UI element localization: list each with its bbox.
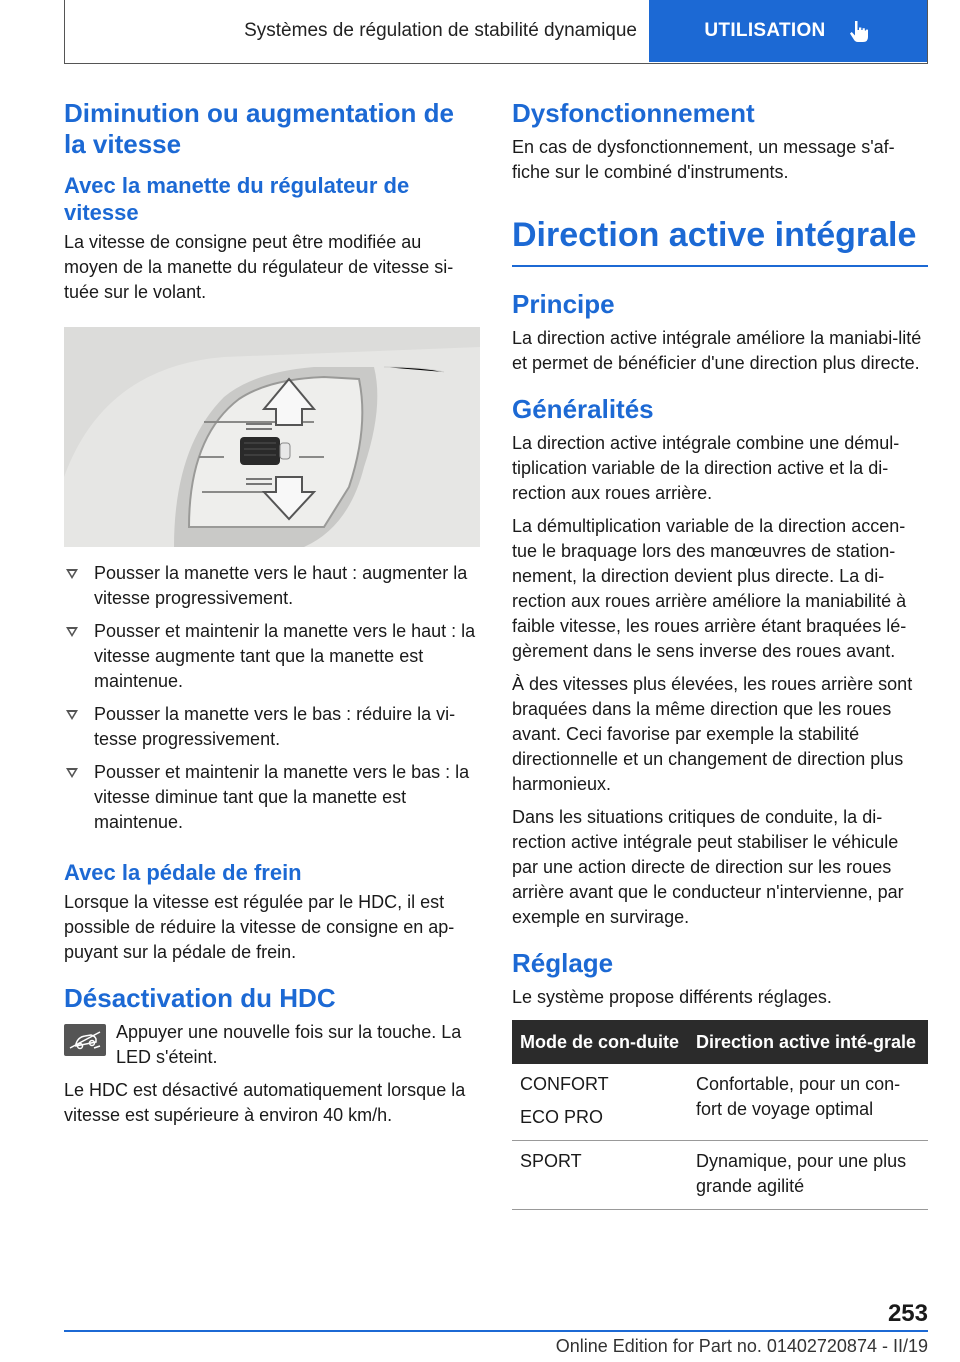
edition-note: Online Edition for Part no. 01402720874 - II/19 xyxy=(555,1336,928,1356)
chapter-tab-label: UTILISATION xyxy=(704,20,826,41)
paragraph: Appuyer une nouvelle fois sur la touche. La LED s'éteint. xyxy=(116,1022,462,1067)
mode-label: CONFORT xyxy=(520,1074,609,1094)
icon-paragraph xyxy=(64,1020,480,1070)
table-row xyxy=(512,1064,928,1141)
paragraph: Le HDC est désactivé automatiquement lorsque la vitesse est supérieure à environ 40 km/h. xyxy=(64,1080,466,1125)
paragraph: La direction active intégrale combine une démul-tiplication variable de la direction active et la di-rection aux roues arrière. xyxy=(512,433,900,503)
heading-hdc-deactivation: Désactivation du HDC xyxy=(64,983,336,1013)
paragraph: Lorsque la vitesse est régulée par le HDC, il est possible de réduire la vitesse de consigne en ap-puyant sur la pédale de frein. xyxy=(64,892,455,962)
subheading-brake-pedal: Avec la pédale de frein xyxy=(64,860,302,885)
paragraph: À des vitesses plus élevées, les roues arrière sont braquées dans la même direction que les roues avant. Ceci favorise par exemple la stabilité directionnelle et un changement de direction plus harmonieux. xyxy=(512,674,913,794)
heading-setting: Réglage xyxy=(512,948,614,978)
heading-speed-change: Diminution ou augmentation de la vitesse xyxy=(64,98,454,159)
paragraph: Dans les situations critiques de conduite, la di-rection active intégrale peut stabiliser le véhicule par une action directe de direction sur les roues arrière avant que le conducteur n'intervienne, par exemple en survirage. xyxy=(512,807,904,927)
right-column xyxy=(512,98,928,1210)
left-column xyxy=(64,98,480,1136)
table-cell-description: Dynamique, pour une plus grande agilité xyxy=(688,1141,928,1210)
section-title: Systèmes de régulation de stabilité dynamique xyxy=(244,20,637,41)
triangle-bullet-icon xyxy=(66,627,78,637)
column-header: Mode de con-duite xyxy=(512,1020,688,1064)
mode-label: ECO PRO xyxy=(520,1107,604,1127)
steering-wheel-lever-photo xyxy=(64,327,480,547)
paragraph: La démultiplication variable de la direction accen-tue le braquage lors des manœuvres de station-nement, la direction devient plus directe. La di-rection aux roues arrière améliore la maniabilité à faible vitesse, les roues arrière étant braquées lé-gèrement dans le sens inverse des roues avant. xyxy=(512,516,907,661)
footer-divider xyxy=(64,1330,928,1332)
table-header-row xyxy=(512,1020,928,1064)
paragraph: Le système propose différents réglages. xyxy=(512,987,832,1007)
paragraph: La direction active intégrale améliore la maniabi-lité et permet de bénéficier d'une direction plus directe. xyxy=(512,328,922,373)
table-row xyxy=(512,1141,928,1210)
paragraph: La vitesse de consigne peut être modifiée au moyen de la manette du régulateur de vitesse si-tuée sur le volant. xyxy=(64,232,454,302)
settings-table xyxy=(512,1020,928,1210)
heading-malfunction: Dysfonctionnement xyxy=(512,98,755,128)
list-item: Pousser et maintenir la manette vers le bas : la vitesse diminue tant que la manette est maintenue. xyxy=(64,760,480,835)
triangle-bullet-icon xyxy=(66,569,78,579)
table-cell-mode xyxy=(512,1064,688,1141)
list-item: Pousser et maintenir la manette vers le haut : la vitesse augmente tant que la manette est maintenue. xyxy=(64,619,480,694)
heading-principle: Principe xyxy=(512,289,615,319)
paragraph: En cas de dysfonctionnement, un message s'af-fiche sur le combiné d'instruments. xyxy=(512,137,895,182)
triangle-bullet-icon xyxy=(66,768,78,778)
column-header: Direction active inté-grale xyxy=(688,1020,928,1064)
mode-label: SPORT xyxy=(520,1151,582,1171)
pointing-hand-icon xyxy=(846,18,872,44)
list-item: Pousser la manette vers le haut : augmenter la vitesse progressivement. xyxy=(64,561,480,611)
page-number: 253 xyxy=(887,1300,928,1327)
page-header xyxy=(64,0,928,64)
heading-general: Généralités xyxy=(512,394,654,424)
table-cell-mode xyxy=(512,1141,688,1210)
subheading-cruise-lever: Avec la manette du régulateur de vitesse xyxy=(64,173,410,225)
chapter-tab[interactable] xyxy=(649,0,927,62)
bullet-list xyxy=(64,561,480,835)
list-item: Pousser la manette vers le bas : réduire la vi-tesse progressivement. xyxy=(64,702,480,752)
chapter-title: Direction active intégrale xyxy=(512,213,928,267)
hdc-button-icon xyxy=(64,1024,106,1056)
table-cell-description: Confortable, pour un con-fort de voyage optimal xyxy=(688,1064,928,1141)
triangle-bullet-icon xyxy=(66,710,78,720)
